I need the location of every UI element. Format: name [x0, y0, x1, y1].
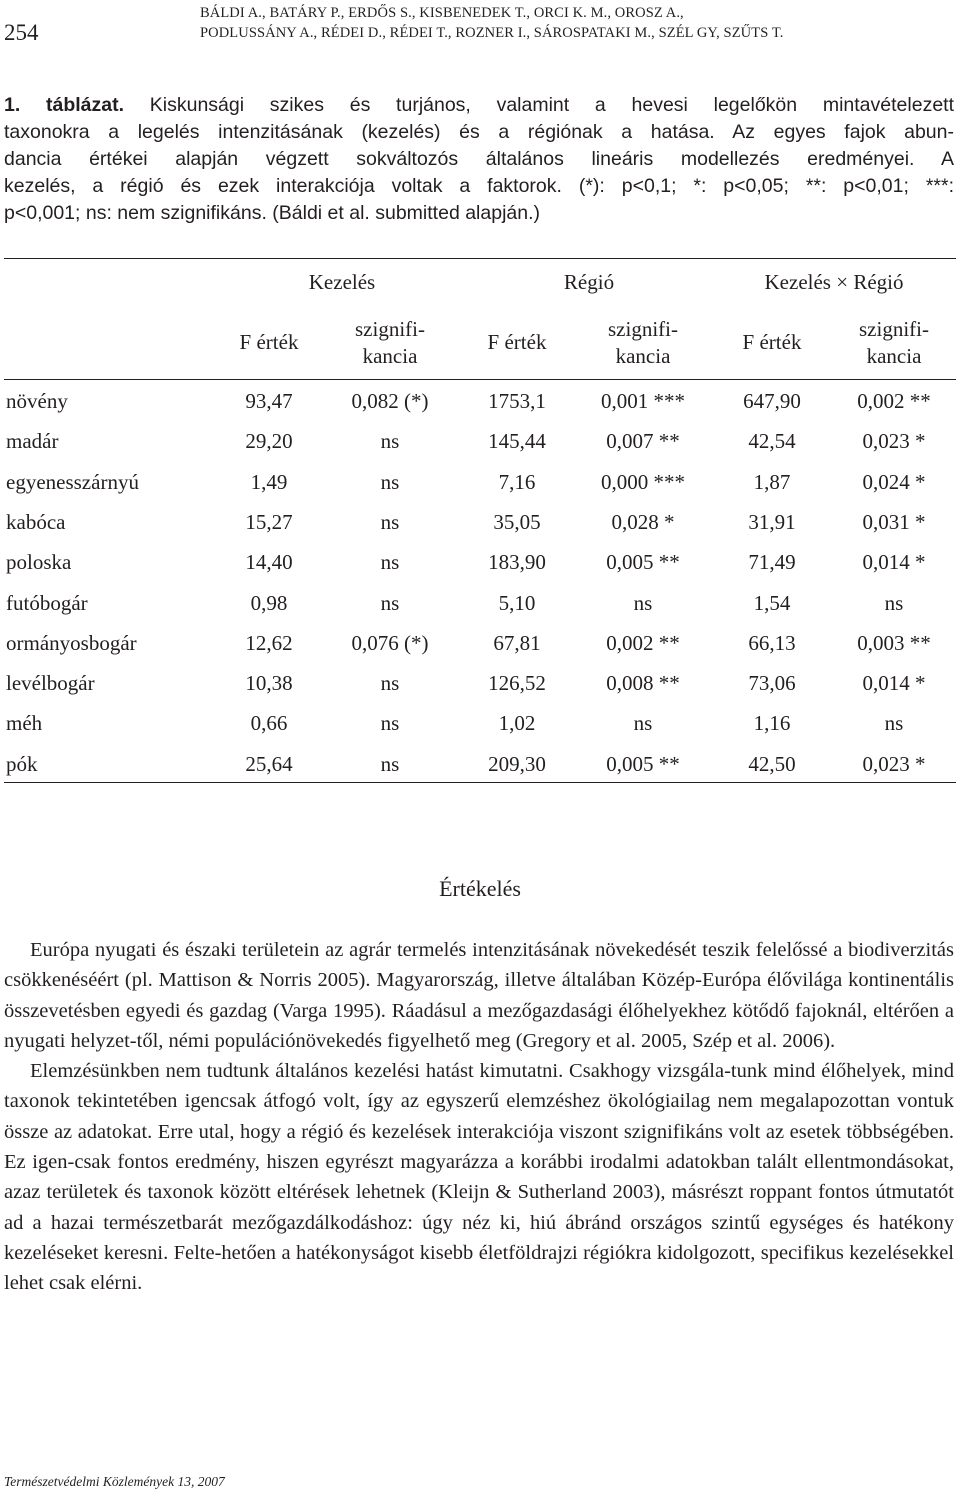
cell-interaction-f: 1,16	[753, 711, 791, 736]
cell-interaction-sig: 0,002 **	[857, 389, 931, 413]
cell-taxon: kabóca	[6, 509, 66, 534]
sub-header-f-kezeles: F érték	[239, 330, 299, 354]
sig-line-2: kancia	[362, 344, 418, 368]
cell-kezeles-sig: ns	[380, 671, 400, 696]
cell-kezeles-f: 29,20	[245, 429, 293, 454]
caption-label: 1. táblázat.	[4, 94, 125, 116]
cell-interaction-f: 647,90	[743, 389, 801, 413]
table-row	[0, 631, 960, 671]
cell-taxon: pók	[6, 751, 38, 776]
table-row	[0, 711, 960, 751]
cell-regio-sig: 0,008 **	[606, 671, 680, 696]
cell-regio-f: 7,16	[498, 469, 536, 494]
table-row	[0, 752, 960, 792]
paragraph-1: Európa nyugati és északi területein az agrár termelés intenzitásának növekedését teszik felelőssé a biodiverzitás csökkenéséért (pl. Mattison & Norris 2005). Magyarország, illetve általában Közép-Európa élővilága kontinentális összevetésben egyedi és gazdag (Varga 1995). Ráadásul a mezőgazdasági élőhelyekhez kötődő fajoknál, eltérően a nyugati helyzet-től, némi populációnövekedés figyelhető meg (Gregory et al. 2005, Szép et al. 2006).	[4, 939, 954, 1052]
cell-kezeles-sig: ns	[380, 590, 400, 615]
group-header-regio: Régió	[563, 270, 615, 294]
table-top-rule	[4, 258, 956, 259]
cell-kezeles-sig: ns	[380, 550, 400, 575]
caption-line-1: Kiskunsági szikes és turjános, valamint a hevesi legelőkön mintavételezett	[124, 94, 954, 116]
table-row	[0, 389, 960, 429]
cell-regio-sig: 0,000 ***	[601, 469, 685, 494]
cell-regio-sig: ns	[633, 590, 653, 615]
cell-kezeles-f: 10,38	[245, 671, 293, 696]
running-header-authors	[200, 4, 783, 43]
cell-interaction-f: 1,87	[753, 469, 791, 494]
cell-interaction-f: 42,54	[748, 429, 796, 454]
cell-taxon: növény	[6, 389, 68, 413]
cell-kezeles-f: 14,40	[245, 550, 293, 575]
cell-regio-sig: 0,005 **	[606, 751, 680, 776]
cell-kezeles-sig: 0,082 (*)	[351, 389, 429, 413]
table-header-rule	[4, 379, 956, 380]
caption-line-3: dancia értékei alapján végzett sokváltozós általános lineáris modellezés eredményei. A	[4, 148, 954, 170]
cell-interaction-f: 71,49	[748, 550, 796, 575]
sig-line-2: kancia	[615, 344, 671, 368]
cell-interaction-sig: 0,014 *	[862, 671, 926, 696]
cell-kezeles-f: 15,27	[245, 509, 293, 534]
cell-regio-f: 1753,1	[488, 389, 546, 413]
table-row	[0, 429, 960, 469]
cell-regio-f: 183,90	[488, 550, 546, 575]
sub-header-sig-regio	[608, 316, 678, 370]
cell-taxon: madár	[6, 429, 59, 454]
cell-kezeles-sig: ns	[380, 509, 400, 534]
cell-kezeles-f: 12,62	[245, 630, 293, 655]
cell-interaction-sig: 0,023 *	[862, 429, 926, 454]
cell-interaction-f: 1,54	[753, 590, 791, 615]
table-row	[0, 550, 960, 590]
sub-header-sig-kezeles	[355, 316, 425, 370]
table-row	[0, 671, 960, 711]
body-text	[4, 935, 954, 1299]
table-row	[0, 591, 960, 631]
cell-interaction-sig: 0,031 *	[862, 509, 926, 534]
cell-kezeles-sig: ns	[380, 711, 400, 736]
caption-line-2: taxonokra a legelés intenzitásának (kezelés) és a régiónak a hatása. Az egyes fajok abun-	[4, 121, 954, 143]
cell-taxon: levélbogár	[6, 671, 95, 696]
cell-regio-f: 126,52	[488, 671, 546, 696]
sig-line-1: szignifi-	[859, 317, 929, 341]
table-row	[0, 510, 960, 550]
caption-line-4: kezelés, a régió és ezek interakciója voltak a faktorok. (*): p<0,1; *: p<0,05; **: p<0,01; ***:	[4, 175, 954, 197]
cell-regio-f: 1,02	[498, 711, 536, 736]
cell-kezeles-f: 25,64	[245, 751, 293, 776]
sub-header-f-interaction: F érték	[742, 330, 802, 354]
sub-header-f-regio: F érték	[487, 330, 547, 354]
cell-taxon: ormányosbogár	[6, 630, 137, 655]
cell-kezeles-f: 1,49	[250, 469, 288, 494]
cell-regio-f: 35,05	[493, 509, 541, 534]
cell-regio-sig: 0,002 **	[606, 630, 680, 655]
authors-line-1: BÁLDI A., BATÁRY P., ERDŐS S., KISBENEDEK T., ORCI K. M., OROSZ A.,	[200, 5, 684, 21]
cell-interaction-sig: ns	[884, 711, 904, 736]
cell-kezeles-sig: ns	[380, 751, 400, 776]
cell-regio-f: 5,10	[498, 590, 536, 615]
group-header-interaction: Kezelés × Régió	[764, 270, 904, 294]
cell-interaction-sig: 0,024 *	[862, 469, 926, 494]
sub-header-sig-interaction	[859, 316, 929, 370]
paragraph-2: Elemzésünkben nem tudtunk általános kezelési hatást kimutatni. Csakhogy vizsgála-tunk mind élőhelyek, mind taxonok tekintetében igencsak átfogó volt, így az egyszerű elemzéshez ökológiailag nem megalapozottan vontuk össze az adatokat. Erre utal, hogy a régió és kezelések interakciója viszont szignifikáns volt az esetek többségében. Ez igen-csak fontos eredmény, hiszen egyrészt magyarázza a korábbi irodalmi adatokban talált ellentmondásokat, azaz területek és taxonok között eltérések lehetnek (Kleijn & Sutherland 2003), másrészt roppant fontos útmutatót ad a hazai természetbarát mezőgazdálkodáshoz: úgy néz ki, hiú ábránd országos szintű egységes és hatékony kezeléseket keresni. Felte-hetően a hatékonyságot kisebb életföldrajzi régiókra kidolgozott, specifikus kezelésekkel lehet csak elérni.	[4, 1060, 954, 1295]
caption-line-5: p<0,001; ns: nem szignifikáns. (Báldi et al. submitted alapján.)	[4, 202, 541, 224]
sig-line-1: szignifi-	[608, 317, 678, 341]
sig-line-2: kancia	[866, 344, 922, 368]
cell-interaction-f: 66,13	[748, 630, 796, 655]
cell-interaction-sig: ns	[884, 590, 904, 615]
cell-taxon: egyenesszárnyú	[6, 469, 139, 494]
cell-interaction-sig: 0,014 *	[862, 550, 926, 575]
cell-kezeles-f: 0,66	[250, 711, 288, 736]
cell-interaction-f: 42,50	[748, 751, 796, 776]
cell-interaction-sig: 0,023 *	[862, 751, 926, 776]
cell-regio-sig: ns	[633, 711, 653, 736]
journal-footer: Természetvédelmi Közlemények 13, 2007	[4, 1474, 225, 1489]
cell-taxon: futóbogár	[6, 590, 88, 615]
cell-interaction-f: 73,06	[748, 671, 796, 696]
page-number: 254	[4, 20, 39, 45]
cell-kezeles-f: 0,98	[250, 590, 288, 615]
cell-kezeles-sig: 0,076 (*)	[351, 630, 429, 655]
table-row	[0, 470, 960, 510]
cell-regio-f: 67,81	[493, 630, 541, 655]
cell-taxon: méh	[6, 711, 43, 736]
cell-regio-f: 209,30	[488, 751, 546, 776]
section-title: Értékelés	[439, 876, 521, 901]
cell-regio-sig: 0,007 **	[606, 429, 680, 454]
sig-line-1: szignifi-	[355, 317, 425, 341]
table-caption	[4, 92, 954, 227]
cell-taxon: poloska	[6, 550, 72, 575]
cell-regio-sig: 0,028 *	[611, 509, 675, 534]
cell-kezeles-sig: ns	[380, 469, 400, 494]
group-header-kezeles: Kezelés	[308, 270, 376, 294]
cell-interaction-f: 31,91	[748, 509, 796, 534]
cell-kezeles-f: 93,47	[245, 389, 293, 413]
cell-regio-sig: 0,001 ***	[601, 389, 685, 413]
cell-regio-f: 145,44	[488, 429, 546, 454]
authors-line-2: PODLUSSÁNY A., RÉDEI D., RÉDEI T., ROZNER I., SÁROSPATAKI M., SZÉL GY, SZŰTS T.	[200, 24, 784, 41]
cell-regio-sig: 0,005 **	[606, 550, 680, 575]
cell-kezeles-sig: ns	[380, 429, 400, 454]
cell-interaction-sig: 0,003 **	[857, 630, 931, 655]
